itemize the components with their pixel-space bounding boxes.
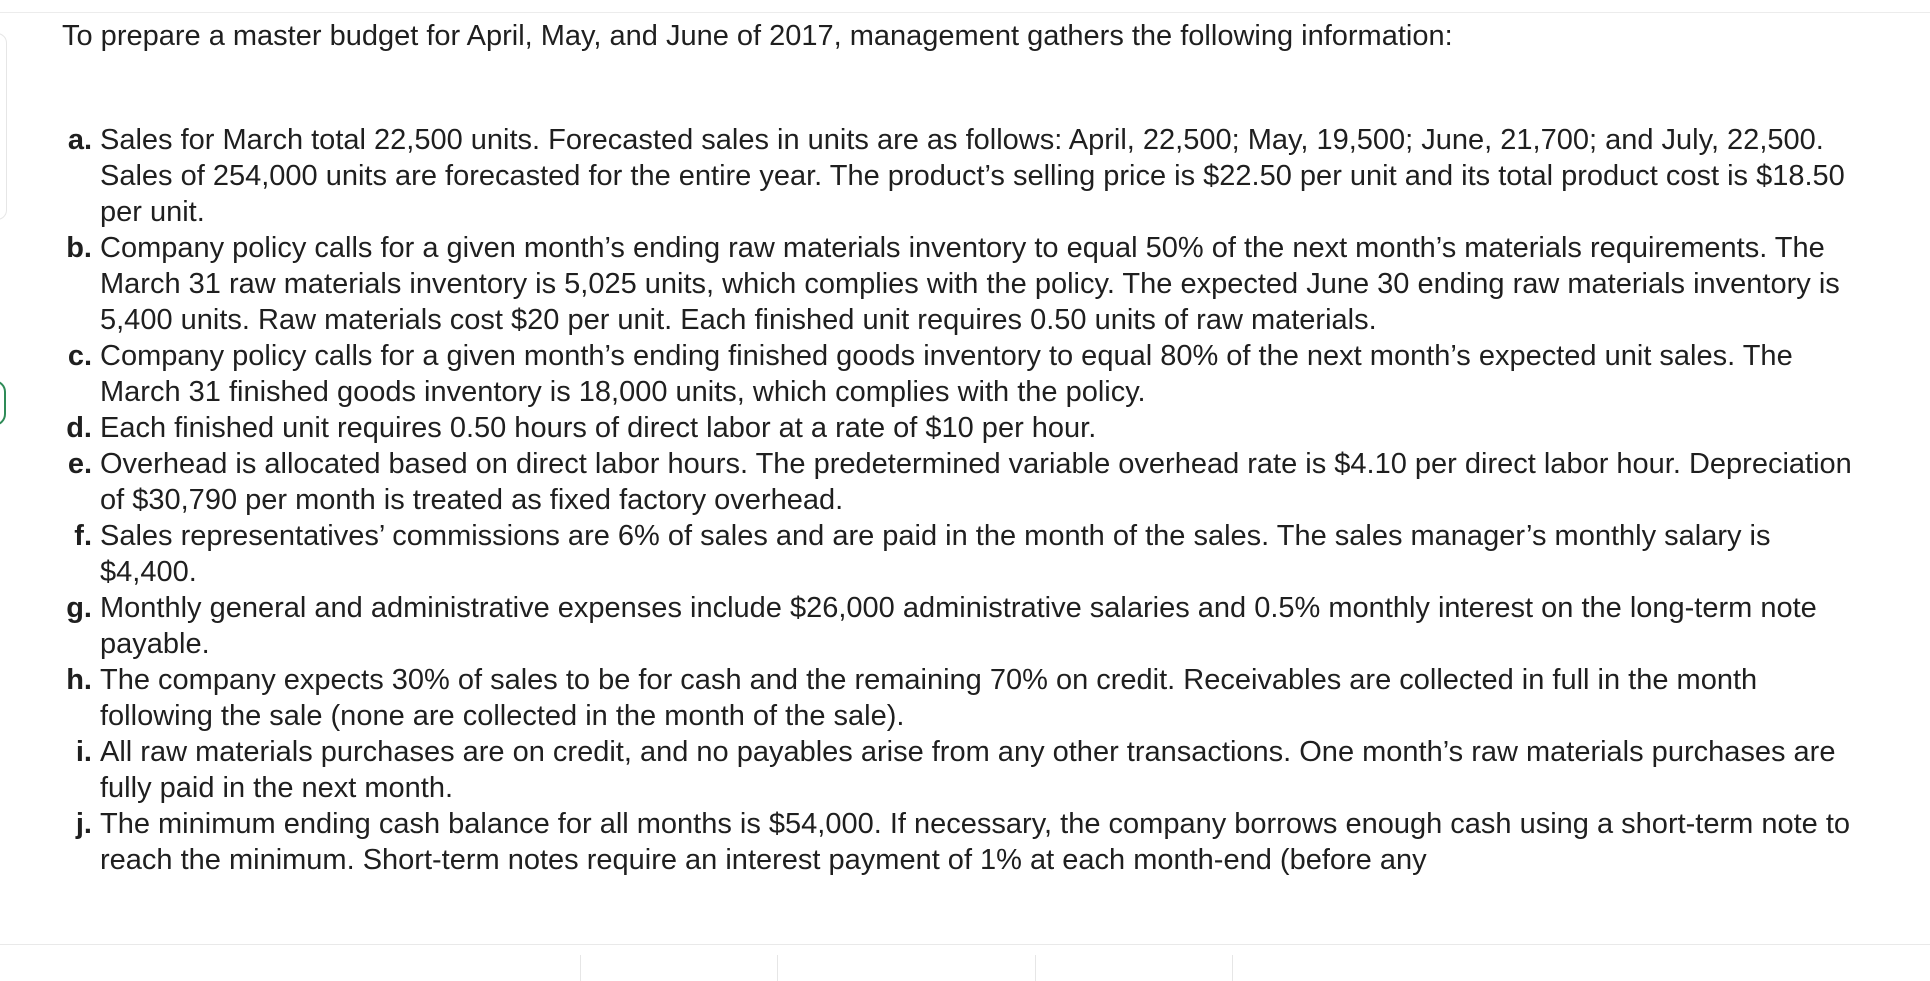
item-letter: i. xyxy=(75,736,92,768)
item-text: Monthly general and administrative expenses include $26,000 administrative salaries and 0.5% monthly interest on the long-term note payable. xyxy=(100,592,1817,660)
item-letter: j. xyxy=(75,808,92,840)
item-letter: g. xyxy=(66,592,92,624)
list-item xyxy=(62,446,1852,518)
tab-divider xyxy=(777,955,778,981)
list-item xyxy=(62,410,1852,446)
list-item xyxy=(62,338,1852,410)
item-text: All raw materials purchases are on credit, and no payables arise from any other transactions. One month’s raw materials purchases are fully paid in the next month. xyxy=(100,736,1836,804)
bottom-tab-bar xyxy=(0,944,1930,981)
list-item xyxy=(62,734,1852,806)
item-text: Company policy calls for a given month’s ending raw materials inventory to equal 50% of the next month’s materials requirements. The March 31 raw materials inventory is 5,025 units, which complies with the policy. The expected June 30 ending raw materials inventory is 5,400 units. Raw materials cost $20 per unit. Each finished unit requires 0.50 units of raw materials. xyxy=(100,232,1840,336)
list-item xyxy=(62,806,1852,878)
item-text: Company policy calls for a given month’s ending finished goods inventory to equal 80% of the next month’s expected unit sales. The March 31 finished goods inventory is 18,000 units, which complies with the policy. xyxy=(100,340,1793,408)
list-item xyxy=(62,230,1852,338)
question-intro: To prepare a master budget for April, May, and June of 2017, management gathers the following information: xyxy=(62,20,1453,52)
item-text: The company expects 30% of sales to be for cash and the remaining 70% on credit. Receivables are collected in full in the month following the sale (none are collected in the month of the sale). xyxy=(100,664,1758,732)
question-content xyxy=(62,0,1852,906)
item-letter: a. xyxy=(67,124,92,156)
left-panel-edge xyxy=(0,33,7,220)
list-item xyxy=(62,122,1852,230)
list-item xyxy=(62,590,1852,662)
item-letter: f. xyxy=(74,520,92,552)
item-text: Overhead is allocated based on direct labor hours. The predetermined variable overhead rate is $4.10 per direct labor hour. Depreciation of $30,790 per month is treated as fixed factory overhead. xyxy=(100,448,1852,516)
left-toggle-edge[interactable] xyxy=(0,380,6,426)
item-letter: c. xyxy=(67,340,92,372)
list-item xyxy=(62,518,1852,590)
tab-divider xyxy=(1232,955,1233,981)
item-text: Each finished unit requires 0.50 hours of direct labor at a rate of $10 per hour. xyxy=(100,412,1097,444)
item-letter: h. xyxy=(66,664,92,696)
item-letter: e. xyxy=(67,448,92,480)
item-text: Sales representatives’ commissions are 6% of sales and are paid in the month of the sales. The sales manager’s monthly salary is $4,400. xyxy=(100,520,1771,588)
item-text: Sales for March total 22,500 units. Forecasted sales in units are as follows: April, 22,500; May, 19,500; June, 21,700; and July, 22,500. Sales of 254,000 units are forecasted for the entire year. The product’s selling price is $22.50 per unit and its total product cost is $18.50 per unit. xyxy=(100,124,1845,228)
tab-divider xyxy=(1035,955,1036,981)
item-letter: b. xyxy=(66,232,92,264)
item-text: The minimum ending cash balance for all months is $54,000. If necessary, the company borrows enough cash using a short-term note to reach the minimum. Short-term notes require an interest payment of 1% at each month-end (before any xyxy=(100,808,1851,876)
list-item xyxy=(62,662,1852,734)
tab-divider xyxy=(580,955,581,981)
item-letter: d. xyxy=(66,412,92,444)
assumption-list xyxy=(62,122,1852,878)
